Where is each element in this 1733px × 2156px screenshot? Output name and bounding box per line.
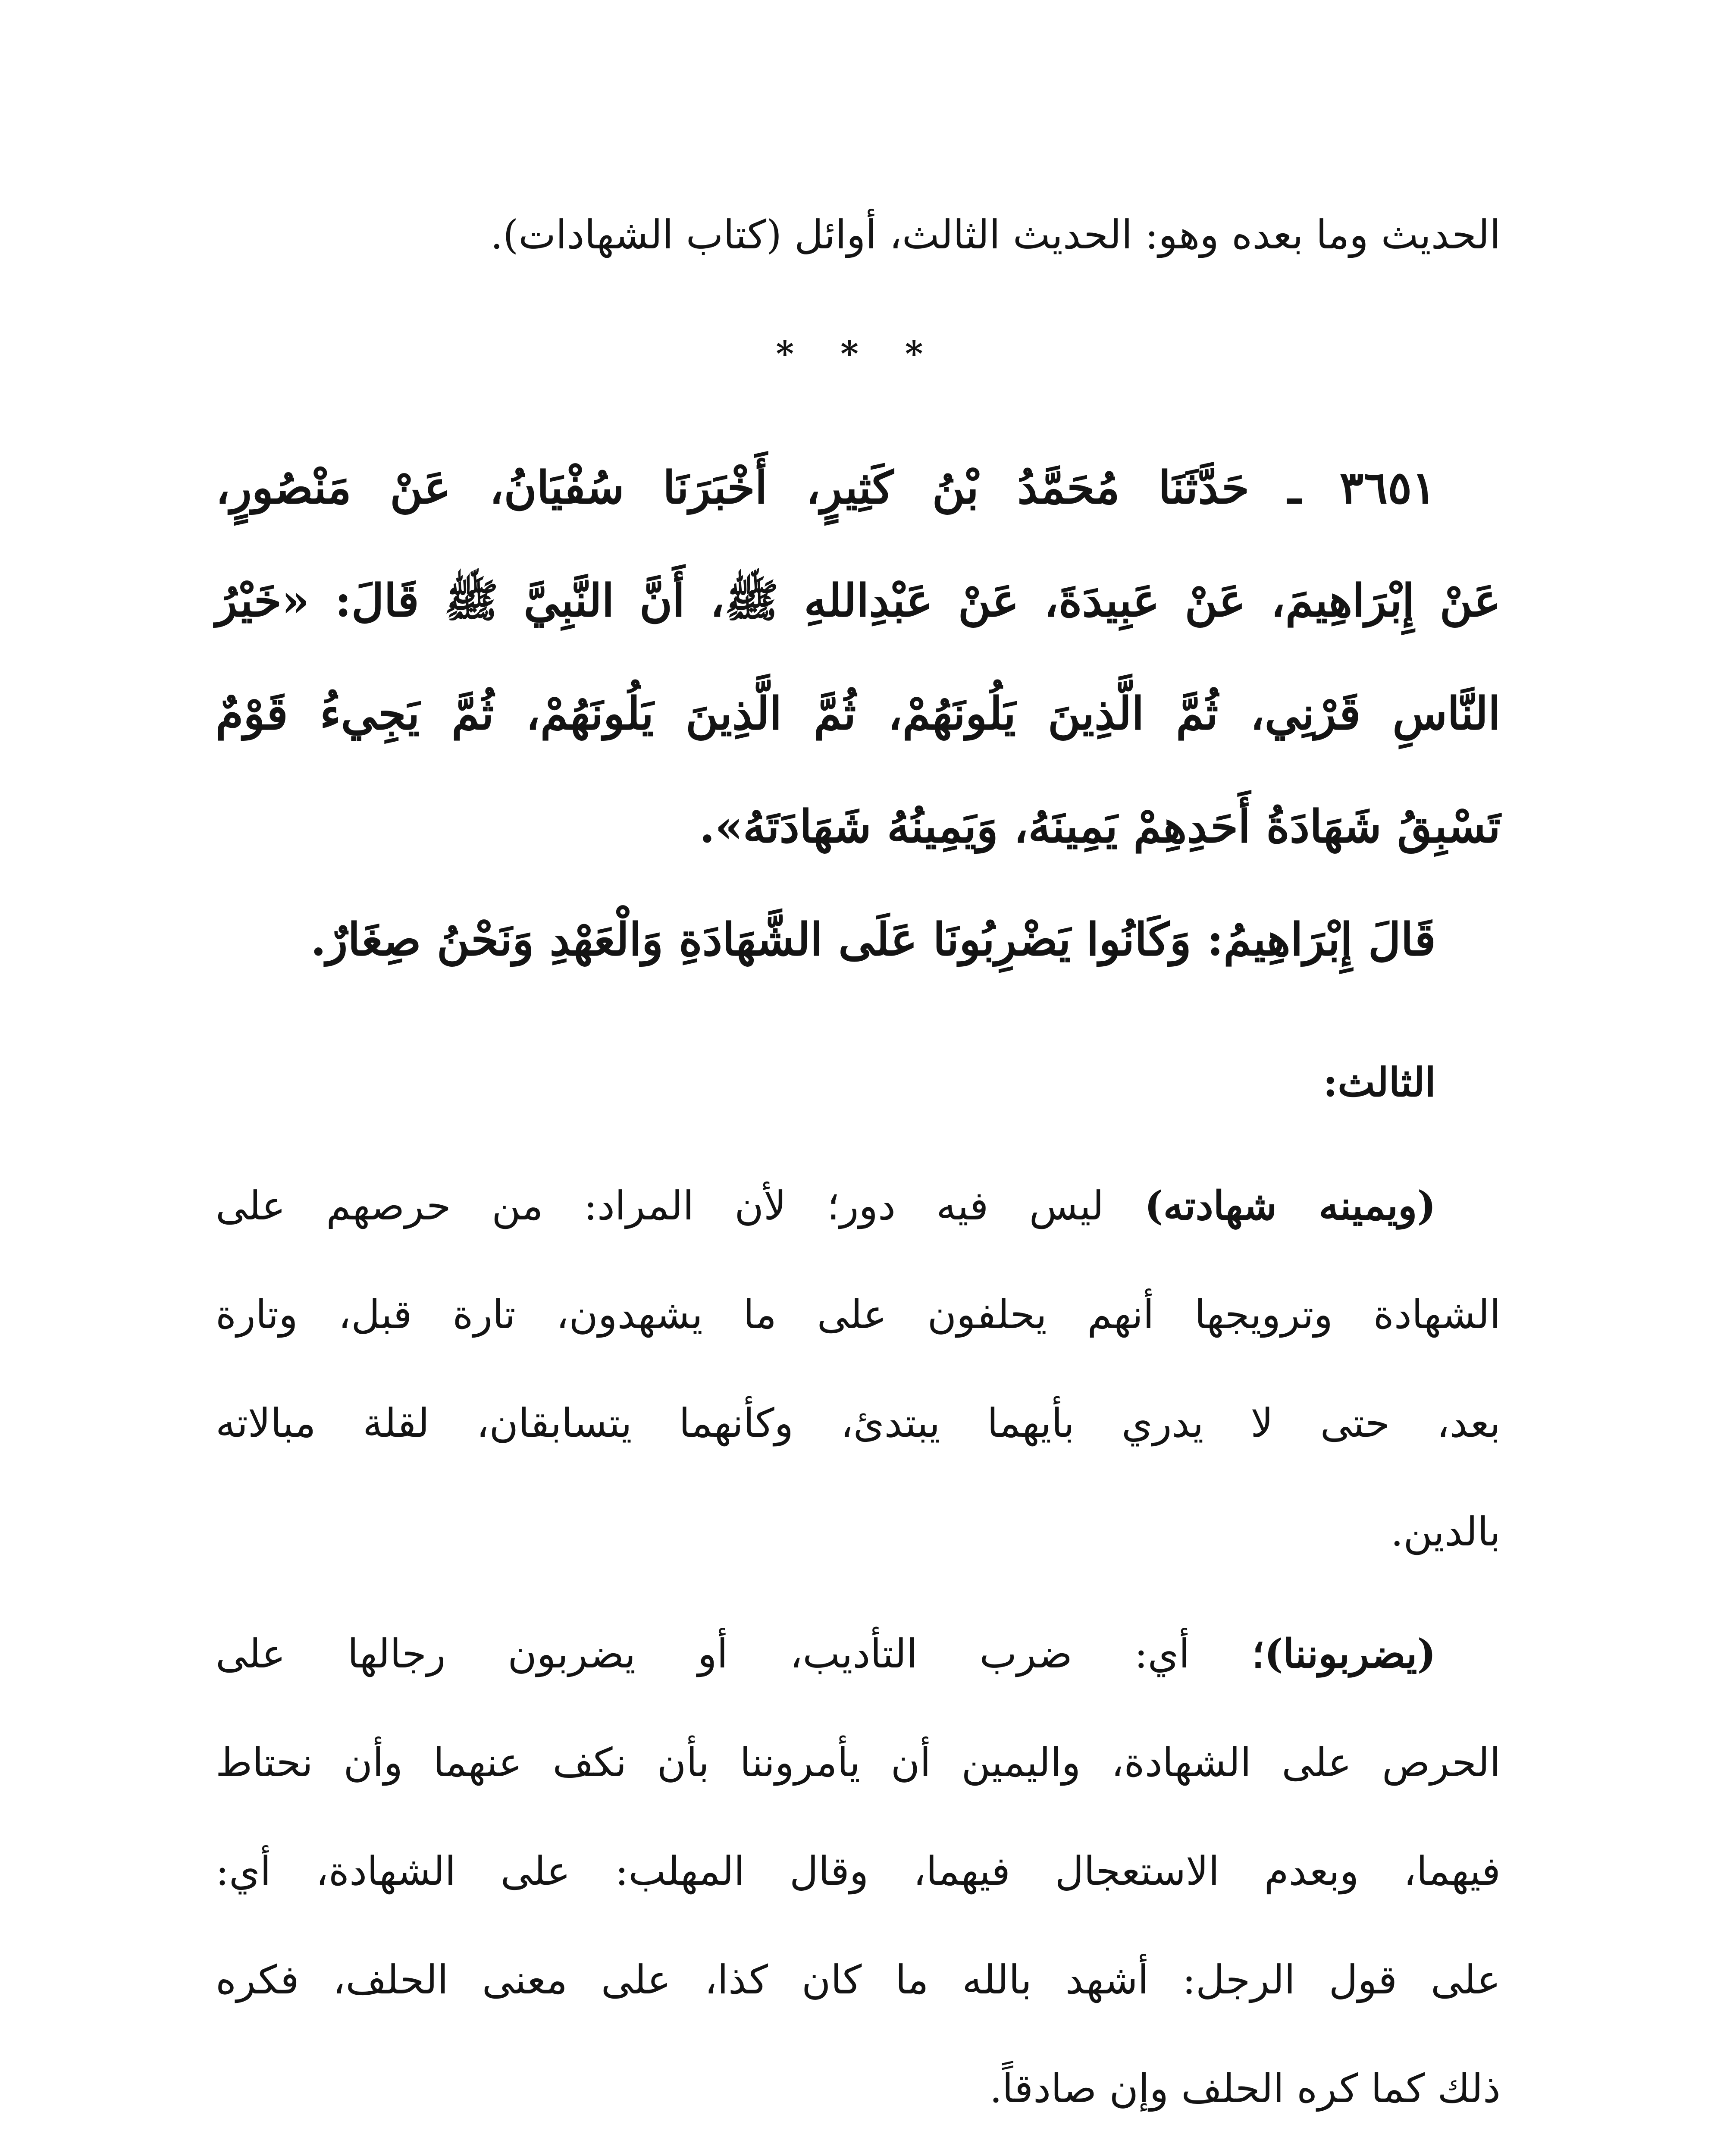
paragraph-lead: (يضربوننا)؛ (1252, 1630, 1436, 1677)
hadith-line: عَنْ إِبْرَاهِيمَ، عَنْ عَبِيدَةَ، عَنْ عَبْدِاللهِ ﷺ، أَنَّ النَّبِيَّ ﷺ قَالَ: «خَيْرُ (216, 574, 1501, 627)
section-separator: * * * (776, 333, 940, 374)
commentary-paragraph (216, 1599, 1501, 2143)
paragraph-line-text: ليس فيه دور؛ لأن المراد: من حرصهم على (216, 1183, 1145, 1229)
paragraph-line (216, 1151, 1501, 1260)
paragraph-line: ذلك كما كره الحلف وإن صادقاً. (989, 2065, 1501, 2112)
hadith-line: تَسْبِقُ شَهَادَةُ أَحَدِهِمْ يَمِينَهُ، وَيَمِينُهُ شَهَادَتَهُ». (699, 800, 1501, 853)
hadith-text (216, 431, 1501, 996)
paragraph-lead: (ويمينه شهادته) (1144, 1182, 1436, 1229)
section-title: الثالث: (1323, 1059, 1436, 1106)
paragraph-line (216, 1599, 1501, 1708)
paragraph-line: الحرص على الشهادة، واليمين أن يأمروننا بأن نكف عنهما وأن نحتاط (216, 1739, 1501, 1786)
paragraph-line: الشهادة وترويجها أنهم يحلفون على ما يشهدون، تارة قبل، وتارة (216, 1291, 1501, 1338)
continuation-line: الحديث وما بعده وهو: الحديث الثالث، أوائل (كتاب الشهادات). (490, 212, 1501, 258)
paragraph-line: فيهما، وبعدم الاستعجال فيهما، وقال المهلب: على الشهادة، أي: (216, 1848, 1501, 1894)
page-body (216, 181, 1501, 2156)
hadith-line: ٣٦٥١ ـ حَدَّثَنَا مُحَمَّدُ بْنُ كَثِيرٍ، أَخْبَرَنَا سُفْيَانُ، عَنْ مَنْصُورٍ، (216, 461, 1436, 514)
hadith-line: قَالَ إِبْرَاهِيمُ: وَكَانُوا يَضْرِبُونَا عَلَى الشَّهَادَةِ وَالْعَهْدِ وَنَحْنُ صِغَارٌ. (310, 913, 1436, 966)
hadith-line: النَّاسِ قَرْنِي، ثُمَّ الَّذِينَ يَلُونَهُمْ، ثُمَّ الَّذِينَ يَلُونَهُمْ، ثُمَّ يَجِيءُ قَوْمٌ (216, 687, 1501, 740)
paragraph-line-text: أي: ضرب التأديب، أو يضربون رجالها على (216, 1631, 1252, 1677)
paragraph-line: على قول الرجل: أشهد بالله ما كان كذا، على معنى الحلف، فكره (216, 1957, 1501, 2003)
paragraph-line: بالدين. (1391, 1509, 1501, 1555)
paragraph-line: بعد، حتى لا يدري بأيهما يبتدئ، وكأنهما يتسابقان، لقلة مبالاته (216, 1400, 1501, 1446)
commentary-paragraph (216, 1151, 1501, 1586)
